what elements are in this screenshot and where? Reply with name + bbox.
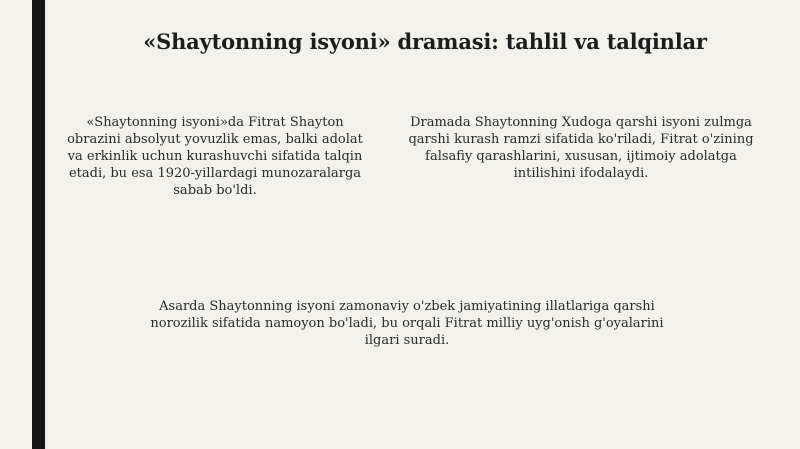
paragraph-right: Dramada Shaytonning Xudoga qarshi isyoni zulmga qarshi kurash ramzi sifatida ko'riladi, Fitrat o'zining falsafiy qarashlarini, xususan, ijtimoiy adolatga intilishini ifodalaydi.	[408, 115, 754, 181]
left-accent-bar	[32, 0, 45, 449]
slide-title: «Shaytonning isyoni» dramasi: tahlil va talqinlar	[143, 29, 707, 54]
paragraph-left: «Shaytonning isyoni»da Fitrat Shayton obrazini absolyut yovuzlik emas, balki adolat va erkinlik uchun kurashuvchi sifatida talqin etadi, bu esa 1920-yillardagi munozaralarga sabab bo'ldi.	[67, 115, 363, 198]
paragraph-bottom: Asarda Shaytonning isyoni zamonaviy o'zbek jamiyatining illatlariga qarshi norozilik sifatida namoyon bo'ladi, bu orqali Fitrat milliy uyg'onish g'oyalarini ilgari suradi.	[150, 299, 664, 348]
